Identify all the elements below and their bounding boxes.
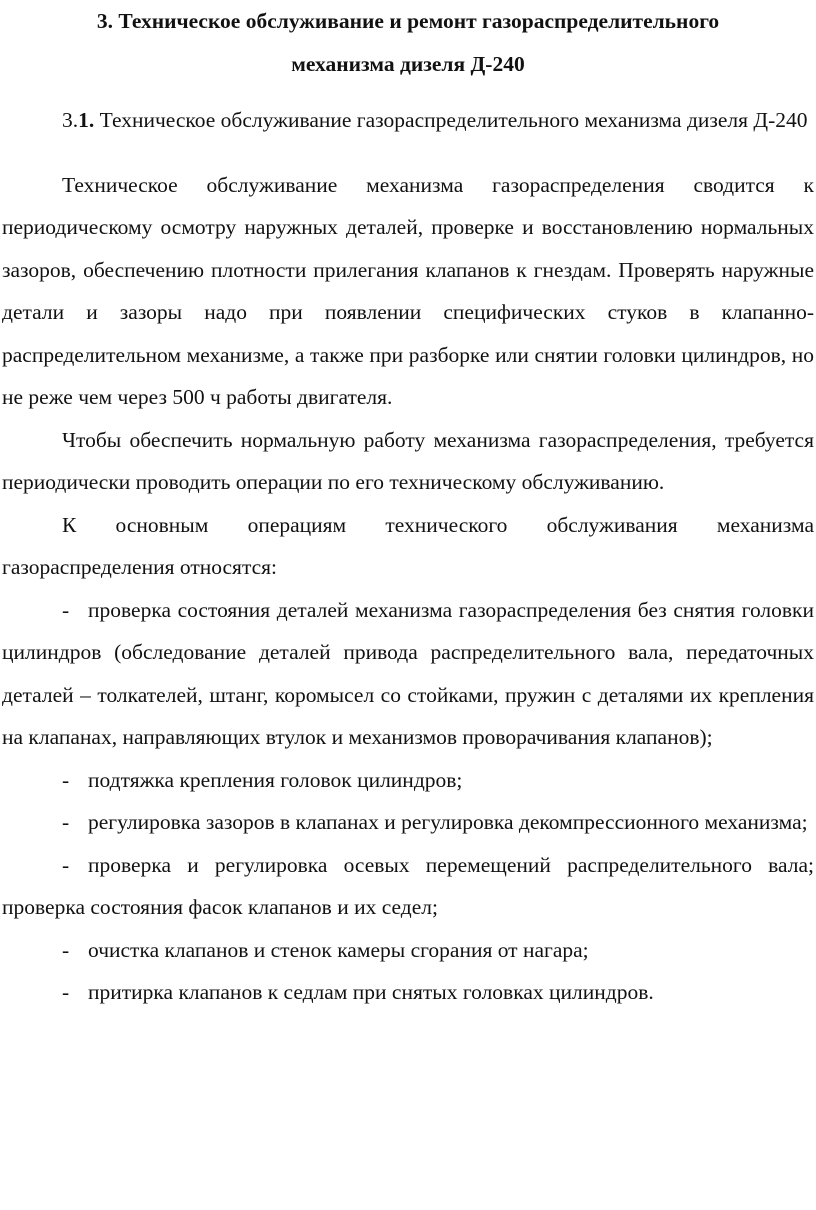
list-dash: - (62, 767, 70, 792)
paragraph-maintenance-overview: Техническое обслуживание механизма газораспределения сводится к периодическому осмотру наружных деталей, проверке и восстановлению нормальных зазоров, обеспечению плотности прилегания клапанов к гнездам. Проверять наружные детали и зазоры надо при появлении специфических стуков в клапанно-распределительном механизме, а также при разборке или снятии головки цилиндров, но не реже чем через 500 ч работы двигателя. (2, 172, 814, 409)
subsection-number-prefix: 3. (62, 108, 79, 132)
list-item-text: регулировка зазоров в клапанах и регулировка декомпрессионного механизма; (88, 810, 808, 834)
subsection-number-suffix: . (88, 108, 95, 132)
list-item-text: проверка и регулировка осевых перемещений распределительного вала; проверка состояния фасок клапанов и их седел; (2, 852, 814, 919)
list-item-text: притирка клапанов к седлам при снятых головках цилиндров. (88, 980, 654, 1004)
list-item (2, 929, 814, 972)
list-dash: - (62, 980, 70, 1004)
section-heading (2, 0, 814, 86)
list-item (2, 844, 814, 929)
list-dash: - (62, 937, 70, 962)
list-item (2, 801, 814, 844)
list-item (2, 759, 814, 802)
section-heading-line-2: механизма дизеля Д-240 (291, 52, 525, 76)
list-item-text: очистка клапанов и стенок камеры сгорания от нагара; (88, 937, 589, 962)
list-dash: - (62, 852, 70, 877)
list-item-text: проверка состояния деталей механизма газораспределения без снятия головки цилиндров (обследование деталей привода распределительного вала, передаточных деталей – толкателей, штанг, коромысел со стойками, пружин с деталями их крепления на клапанах, направляющих втулок и механизмов проворачивания клапанов); (2, 597, 814, 749)
operations-list (2, 589, 814, 1014)
list-item (2, 589, 814, 759)
subsection-heading (2, 99, 814, 142)
paragraph-operations-intro: К основным операциям технического обслуживания механизма газораспределения относятся: (2, 512, 814, 579)
paragraph-maintenance-requirement: Чтобы обеспечить нормальную работу механизма газораспределения, требуется периодически проводить операции по его техническому обслуживанию. (2, 427, 814, 494)
section-heading-line-1: 3. Техническое обслуживание и ремонт газораспределительного (96, 9, 720, 33)
list-item (2, 971, 814, 1014)
list-dash: - (62, 810, 70, 834)
subsection-number-bold: 1 (78, 108, 89, 132)
list-item-text: подтяжка крепления головок цилиндров; (88, 767, 463, 792)
list-dash: - (62, 597, 70, 622)
subsection-title: Техническое обслуживание газораспределительного механизма дизеля Д-240 (94, 108, 808, 132)
